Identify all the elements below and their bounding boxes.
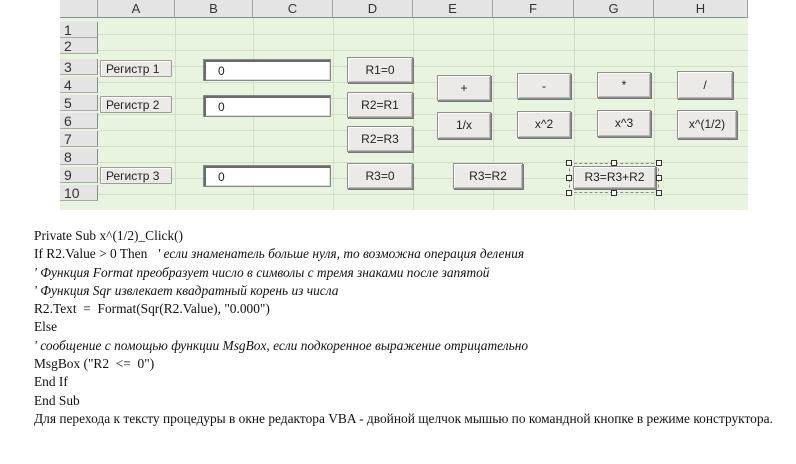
code-comment-4: ' сообщение с помощью функции MsgBox, если подкоренное выражение отрицательно xyxy=(34,337,529,353)
r3-eq-r3-plus-r2-button[interactable]: R3=R3+R2 xyxy=(573,166,656,189)
register-2-field[interactable]: 0 xyxy=(203,95,331,117)
r2-eq-r3-button[interactable]: R2=R3 xyxy=(347,126,413,152)
col-header-c[interactable]: C xyxy=(253,0,333,18)
col-header-g[interactable]: G xyxy=(574,0,654,18)
code-line-endif: End If xyxy=(34,374,68,390)
code-comment-2: ' Функция Format преобразует число в символы с тремя знаками после запятой xyxy=(34,264,490,280)
row-header-2[interactable]: 2 xyxy=(60,38,98,54)
resize-handle-nw[interactable] xyxy=(566,160,572,166)
col-header-a[interactable]: A xyxy=(98,0,175,18)
code-line-if xyxy=(34,245,776,263)
code-line-sub: Private Sub x^(1/2)_Click() xyxy=(34,228,184,243)
register-3-field[interactable]: 0 xyxy=(203,165,331,187)
register-1-label: Регистр 1 xyxy=(100,60,172,77)
code-comment-1: ' если знаменатель больше нуля, то возможна операция деления xyxy=(157,246,525,262)
register-2-label: Регистр 2 xyxy=(100,96,172,113)
resize-handle-se[interactable] xyxy=(656,190,662,196)
resize-handle-e[interactable] xyxy=(656,175,662,181)
r3-zero-button[interactable]: R3=0 xyxy=(347,163,413,189)
instruction-note: Для перехода к тексту процедуры в окне редактора VBA - двойной щелчок мышью по командной кнопке в режиме конструктора. xyxy=(34,410,773,426)
code-line-else: Else xyxy=(34,319,58,335)
sqrt-button[interactable]: x^(1/2) xyxy=(677,110,737,139)
r2-eq-r1-button[interactable]: R2=R1 xyxy=(347,92,413,118)
row-header-6[interactable]: 6 xyxy=(60,113,98,129)
code-listing xyxy=(34,227,776,428)
row-header-1[interactable]: 1 xyxy=(60,22,98,38)
row-header-7[interactable]: 7 xyxy=(60,131,98,147)
minus-button[interactable]: - xyxy=(517,73,571,99)
square-button[interactable]: x^2 xyxy=(517,111,571,138)
resize-handle-sw[interactable] xyxy=(566,190,572,196)
row-header-3[interactable]: 3 xyxy=(60,59,98,75)
col-header-d[interactable]: D xyxy=(333,0,413,18)
divide-button[interactable]: / xyxy=(677,71,733,99)
code-line-format: R2.Text = Format(Sqr(R2.Value), "0.000") xyxy=(34,301,270,317)
code-if-text: If R2.Value > 0 Then xyxy=(34,246,148,262)
col-header-h[interactable]: H xyxy=(654,0,748,18)
r1-zero-button[interactable]: R1=0 xyxy=(347,57,413,83)
r3-eq-r2-button[interactable]: R3=R2 xyxy=(453,163,523,189)
col-header-f[interactable]: F xyxy=(493,0,574,18)
row-header-9[interactable]: 9 xyxy=(60,167,98,183)
row-header-8[interactable]: 8 xyxy=(60,149,98,165)
reciprocal-button[interactable]: 1/x xyxy=(437,112,491,139)
row-header-10[interactable]: 10 xyxy=(60,185,98,201)
register-3-label: Регистр 3 xyxy=(100,167,172,184)
resize-handle-n[interactable] xyxy=(611,160,617,166)
code-line-endsub: End Sub xyxy=(34,392,80,408)
resize-handle-s[interactable] xyxy=(611,190,617,196)
spreadsheet xyxy=(60,0,748,210)
cube-button[interactable]: x^3 xyxy=(597,110,651,137)
col-header-e[interactable]: E xyxy=(413,0,493,18)
code-comment-3: ' Функция Sqr извлекает квадратный корень из числа xyxy=(34,282,339,298)
resize-handle-w[interactable] xyxy=(566,175,572,181)
multiply-button[interactable]: * xyxy=(597,72,651,98)
plus-button[interactable]: + xyxy=(437,75,491,101)
row-header-5[interactable]: 5 xyxy=(60,95,98,111)
row-header-4[interactable]: 4 xyxy=(60,77,98,93)
register-1-field[interactable]: 0 xyxy=(203,59,331,81)
corner-cell[interactable] xyxy=(60,0,98,18)
resize-handle-ne[interactable] xyxy=(656,160,662,166)
col-header-b[interactable]: B xyxy=(175,0,253,18)
code-line-msgbox: MsgBox ("R2 <= 0") xyxy=(34,356,155,372)
